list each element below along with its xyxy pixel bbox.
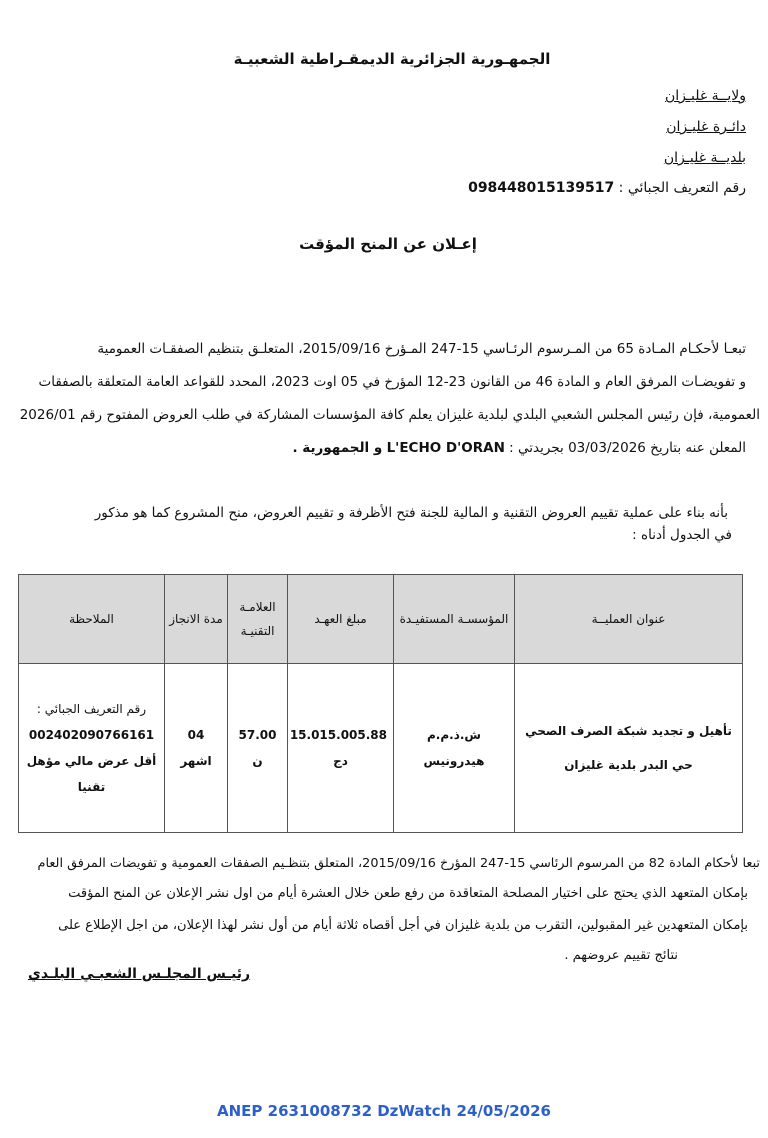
header-tech-mark: العلامـة التقنيـة <box>228 575 288 664</box>
header-amount: مبلغ العهـد <box>288 575 394 664</box>
footer-reference: ANEP 2631008732 DzWatch 24/05/2026 <box>217 1102 551 1120</box>
nif-value: 098448015139517 <box>468 180 615 196</box>
closing-line-4: نتائج تقييم عروضهم . <box>564 948 678 963</box>
header-operation: عنوان العمليــة <box>515 575 743 664</box>
newspaper-1: L'ECHO D'ORAN <box>386 440 505 456</box>
wilaya-line: ولايــة غليـزان <box>665 88 746 104</box>
remark-nif-value: 002402090766161 <box>28 728 155 742</box>
nif-line <box>468 180 746 196</box>
newspaper-2: و الجمهورية . <box>292 440 383 456</box>
intro-date-text: المعلن عنه بتاريخ 03/03/2026 بجريدتي : <box>509 440 746 456</box>
table-header-row <box>19 575 743 664</box>
cell-remark <box>19 664 165 833</box>
header-duration: مدة الانجاز <box>165 575 228 664</box>
signature-title: رئيـس المجلـس الشعبـي البلـدي <box>28 966 251 982</box>
daira-line: دائـرة غليـزان <box>666 119 746 135</box>
closing-line-2: بإمكان المتعهد الذي يحتج على اختيار المصلحة المتعاقدة من رفع طعن خلال العشرة أيام من اول نشر الإعلان عن المنح المؤقت <box>68 886 748 901</box>
header-company: المؤسسـة المستفيـدة <box>394 575 515 664</box>
evaluation-line-2: في الجدول أدناه : <box>632 527 732 543</box>
cell-operation: تأهيل و تجديد شبكة الصرف الصحي حي البدر بلدية غليزان <box>515 664 743 833</box>
closing-line-3: بإمكان المتعهدين غير المقبولين، التقرب من بلدية غليزان في أجل أقصاه ثلاثة أيام من أول نشر لهذا الإعلان، من اجل الإطلاع على <box>58 918 748 933</box>
commune-line: بلديــة غليـزان <box>663 150 746 166</box>
nif-label: رقم التعريف الجبائي : <box>618 180 746 196</box>
cell-tech-mark: 57.00 ن <box>228 664 288 833</box>
closing-line-1: تبعا لأحكام المادة 82 من المرسوم الرئاسي 15-247 المؤرخ 2015/09/16، المتعلق بتنظـيم الصفقات العمومية و تفويضات المرفق العام <box>37 856 760 871</box>
award-table <box>18 574 743 833</box>
evaluation-line-1: بأنه بناء على عملية تقييم العروض التقنية و المالية للجنة فتح الأظرفة و تقييم العروض، منح المشروع كما هو مذكور <box>94 505 728 521</box>
cell-duration: 04 اشهر <box>165 664 228 833</box>
remark-nif-label: رقم التعريف الجبائي : <box>36 702 147 716</box>
table-row <box>19 664 743 833</box>
cell-amount: 15.015.005.88 دج <box>288 664 394 833</box>
announcement-title: إعـلان عن المنح المؤقت <box>299 235 477 253</box>
intro-line-2: و تفويضـات المرفق العام و المادة 46 من القانون 23-12 المؤرخ في 05 اوت 2023، المحدد للقواعد العامة المتعلقة بالصفقات <box>38 374 746 390</box>
header-remark: الملاحظة <box>19 575 165 664</box>
cell-company: ش.ذ.م.م هيدرونيس <box>394 664 515 833</box>
remark-note: أقل عرض مالي مؤهل تقنيا <box>26 754 157 794</box>
republic-title: الجمهـورية الجزائرية الديمقـراطية الشعبيـة <box>233 50 551 68</box>
intro-line-4 <box>292 440 746 456</box>
intro-line-1: تبعـا لأحكـام المـادة 65 من المـرسوم الرئـاسي 15-247 المـؤرخ 2015/09/16، المتعلـق بتنظيم الصفقـات العمومية <box>97 341 746 357</box>
intro-line-3: العمومية، فإن رئيس المجلس الشعبي البلدي لبلدية غليزان يعلم كافة المؤسسات المشاركة في طلب العروض المفتوح رقم 2026/01 <box>19 407 760 423</box>
